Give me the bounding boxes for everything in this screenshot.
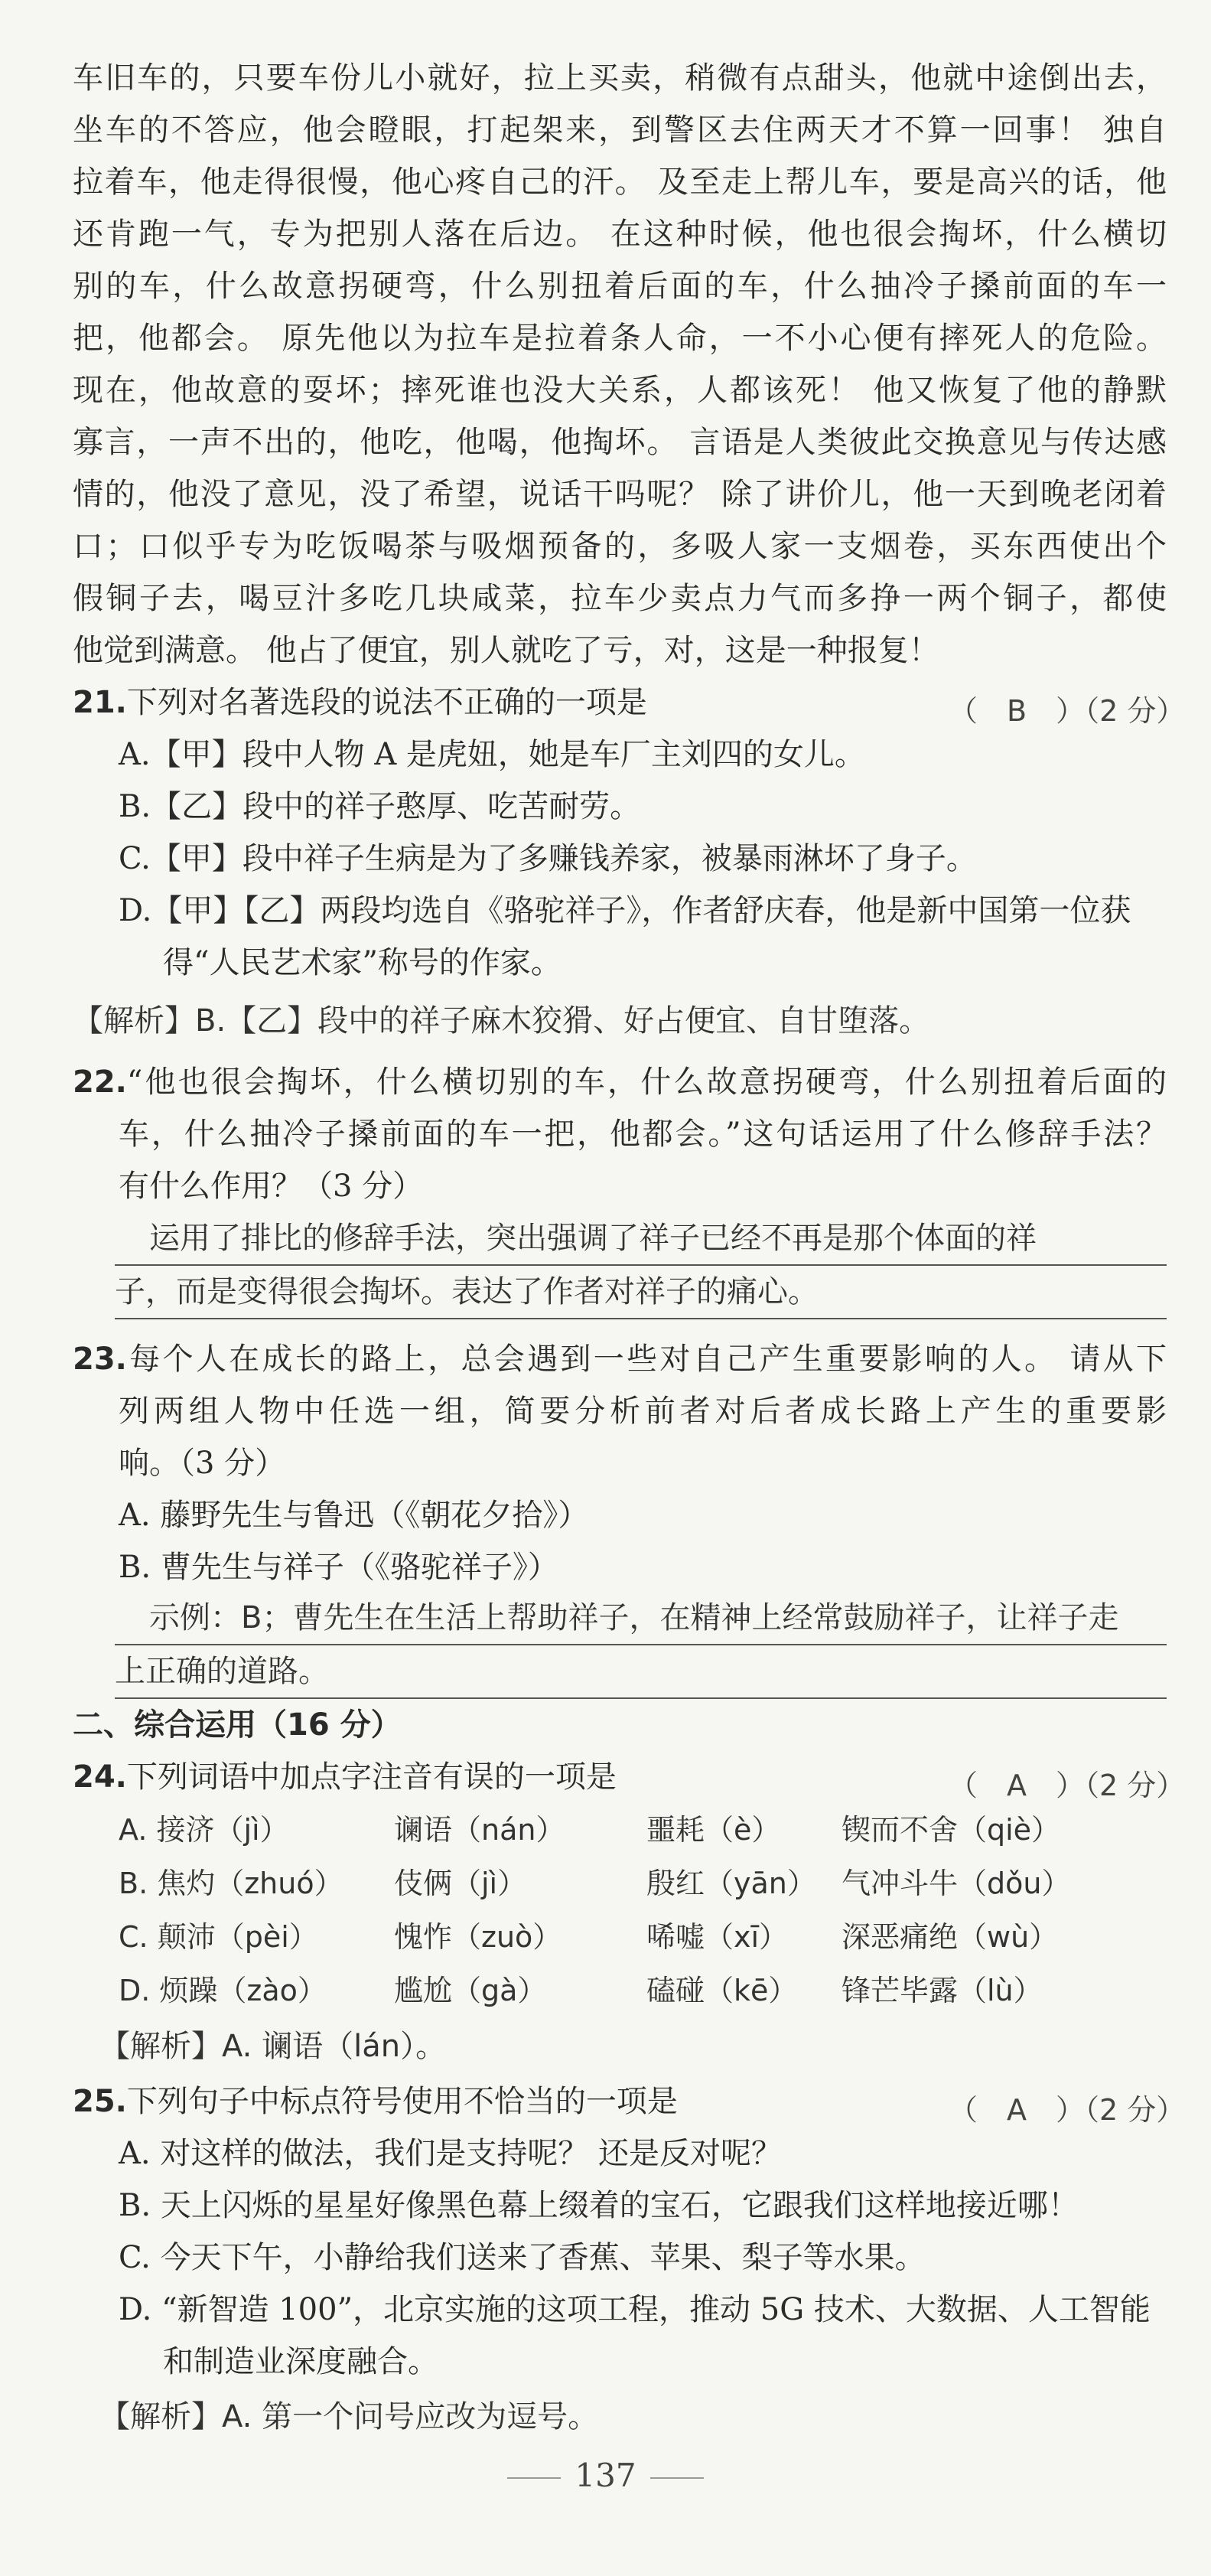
option-d: D. “新智造 100”，北京实施的这项工程，推动 5G 技术、大数据、人工智能: [119, 2292, 1151, 2327]
question-number: 21.: [73, 685, 127, 720]
page-number: [0, 2457, 1211, 2494]
passage-line: 坐车的不答应，他会瞪眼，打起架来，到警区去住两天才不算一回事！ 独自: [73, 112, 1167, 148]
question-22: [73, 1056, 1167, 1212]
divider: [507, 2477, 561, 2479]
passage-line: 把，他都会。 原先他以为拉车是拉着条人命，一不小心便有摔死人的危险。: [73, 321, 1167, 356]
answer-line: 子，而是变得很会掏坏。表达了作者对祥子的痛心。: [115, 1266, 1167, 1319]
question-stem: 下列句子中标点符号使用不恰当的一项是: [126, 2084, 678, 2119]
question-stem: 列两组人物中任选一组，简要分析前者对后者成长路上产生的重要影: [119, 1394, 1167, 1429]
option-d-continued: 得“人民艺术家”称号的作家。: [163, 945, 562, 980]
question-number: 24.: [73, 1759, 127, 1795]
option-cell: 噩耗（è）: [646, 1813, 781, 1847]
question-number: 23.: [73, 1342, 127, 1377]
option-cell: D. 烦躁（zào）: [119, 1974, 327, 2007]
option-c: C. 今天下午，小静给我们送来了香蕉、苹果、梨子等水果。: [119, 2240, 926, 2275]
option-cell: 谰语（nán）: [394, 1813, 565, 1847]
pinyin-options-table: [119, 1803, 1167, 2017]
question-stem: 有什么作用？（3 分）: [119, 1169, 424, 1204]
passage-line: 他觉到满意。 他占了便宜，别人就吃了亏，对，这是一种报复！: [73, 633, 939, 668]
section-title: 二、综合运用（16 分）: [73, 1707, 402, 1743]
divider: [650, 2477, 704, 2479]
passage-line: 别的车，什么故意拐硬弯，什么别扭着后面的车，什么抽冷子搡前面的车一: [73, 269, 1167, 304]
explanation: 【解析】B.【乙】段中的祥子麻木狡猾、好占便宜、自甘堕落。: [73, 1003, 930, 1039]
option-b: B. 曹先生与祥子（《骆驼祥子》）: [119, 1550, 558, 1585]
explanation: 【解析】A. 第一个问号应改为逗号。: [99, 2399, 599, 2434]
option-cell: 愧怍（zuò）: [394, 1920, 562, 1954]
option-row: [119, 1803, 1167, 1857]
question-stem: 车，什么抽冷子搡前面的车一把，他都会。”这句话运用了什么修辞手法？: [119, 1117, 1167, 1152]
question-stem: “他也很会掏坏，什么横切别的车，什么故意拐硬弯，什么别扭着后面的: [126, 1065, 1167, 1100]
question-stem: 下列对名著选段的说法不正确的一项是: [126, 685, 647, 720]
passage-line: 寡言，一声不出的，他吃，他喝，他掏坏。 言语是人类彼此交换意见与传达感: [73, 425, 1167, 460]
passage-line: 口；口似乎专为吃饭喝茶与吸烟预备的，多吸人家一支烟卷，买东西使出个: [73, 529, 1167, 564]
question-23: [73, 1333, 1167, 1593]
answer-line: 示例：B；曹先生在生活上帮助祥子，在精神上经常鼓励祥子，让祥子走: [115, 1592, 1167, 1645]
answer-bracket: （ A ）（2 分）: [949, 2093, 1186, 2127]
question-number: 25.: [73, 2084, 127, 2119]
answer-bracket: （ B ）（2 分）: [949, 694, 1186, 728]
option-a: A.【甲】段中人物 A 是虎妞，她是车厂主刘四的女儿。: [119, 737, 865, 772]
option-b: B. 天上闪烁的星星好像黑色幕上缀着的宝石，它跟我们这样地接近哪！: [119, 2188, 1079, 2223]
option-cell: 气冲斗牛（dǒu）: [842, 1867, 1071, 1900]
passage-line: 假铜子去，喝豆汁多吃几块咸菜，拉车少卖点力气而多挣一两个铜子，都使: [73, 581, 1167, 616]
question-number: 22.: [73, 1065, 127, 1100]
option-b: B.【乙】段中的祥子憨厚、吃苦耐劳。: [119, 789, 641, 824]
answer-line: 上正确的道路。: [115, 1645, 1167, 1699]
option-a: A. 藤野先生与鲁迅（《朝花夕拾》）: [119, 1498, 589, 1533]
page-number-text: 137: [575, 2457, 636, 2494]
option-row: [119, 1910, 1167, 1964]
option-cell: 深恶痛绝（wù）: [842, 1920, 1059, 1954]
passage-line: 现在，他故意的耍坏；摔死谁也没大关系，人都该死！ 他又恢复了他的静默: [73, 373, 1167, 408]
option-cell: 磕碰（kē）: [646, 1974, 798, 2007]
option-cell: 唏嘘（xī）: [646, 1920, 789, 1954]
question-stem: 每个人在成长的路上，总会遇到一些对自己产生重要影响的人。 请从下: [126, 1342, 1167, 1377]
option-d-continued: 和制造业深度融合。: [163, 2344, 438, 2379]
answer-bracket: （ A ）（2 分）: [949, 1769, 1186, 1802]
section-heading: [73, 1699, 1167, 1751]
option-row: [119, 1964, 1167, 2017]
option-cell: 伎俩（jì）: [394, 1867, 527, 1900]
passage-line: 车旧车的，只要车份儿小就好，拉上买卖，稍微有点甜头，他就中途倒出去，: [73, 60, 1167, 96]
explanation: 【解析】A. 谰语（lán）。: [99, 2029, 447, 2064]
passage-line: 拉着车，他走得很慢，他心疼自己的汗。 及至走上帮儿车，要是高兴的话，他: [73, 165, 1167, 200]
option-a: A. 对这样的做法，我们是支持呢？ 还是反对呢？: [119, 2136, 783, 2171]
passage-line: 情的，他没了意见，没了希望，说话干吗呢？ 除了讲价儿，他一天到晚老闭着: [73, 477, 1167, 512]
passage-line: 还肯跑一气，专为把别人落在后边。 在这种时候，他也很会掏坏，什么横切: [73, 217, 1167, 252]
answer-line: 运用了排比的修辞手法，突出强调了祥子已经不再是那个体面的祥: [115, 1212, 1167, 1266]
option-cell: 锋芒毕露（lù）: [842, 1974, 1043, 2007]
option-d: D.【甲】【乙】两段均选自《骆驼祥子》，作者舒庆春，他是新中国第一位获: [119, 893, 1131, 928]
question-stem: 响。（3 分）: [119, 1446, 286, 1481]
passage: [73, 52, 1167, 677]
option-cell: C. 颠沛（pèi）: [119, 1920, 318, 1954]
option-cell: B. 焦灼（zhuó）: [119, 1867, 343, 1900]
option-cell: 殷红（yān）: [646, 1867, 816, 1900]
question-stem: 下列词语中加点字注音有误的一项是: [126, 1759, 617, 1795]
option-cell: A. 接济（jì）: [119, 1813, 289, 1847]
option-cell: 锲而不舍（qiè）: [842, 1813, 1061, 1847]
option-c: C.【甲】段中祥子生病是为了多赚钱养家，被暴雨淋坏了身子。: [119, 841, 977, 876]
option-cell: 尴尬（gà）: [394, 1974, 547, 2007]
option-row: [119, 1857, 1167, 1910]
